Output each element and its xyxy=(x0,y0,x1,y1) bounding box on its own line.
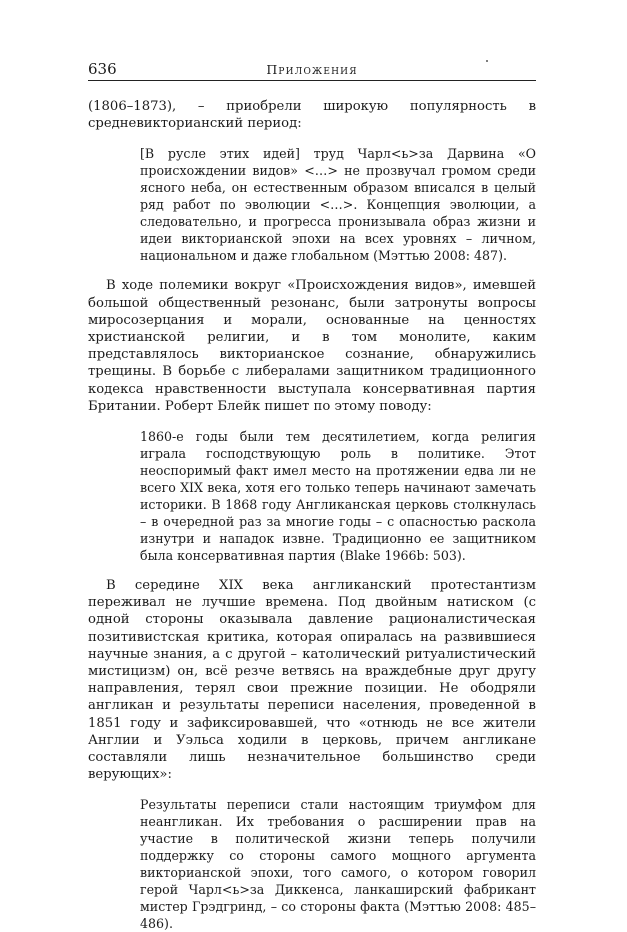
body-text xyxy=(88,98,536,932)
print-speck xyxy=(486,60,488,62)
paragraph-polemic: В ходе полемики вокруг «Происхождения видов», имевшей большой общественный резонанс, были затронуты вопросы миросозерцания и морали, основанные на ценностях христианской религии, и в том монолите, каким представлялось викторианское сознание, обнаружились трещины. В борьбе с либералами защитником традиционного кодекса нравственности выступала консервативная партия Британии. Роберт Блейк пишет по этому поводу: xyxy=(88,278,536,414)
block-quote-blake: 1860-е годы были тем десятилетием, когда религия играла господствующую роль в политике. Этот неоспоримый факт имел место на протяжении едва ли не всего XIX века, хотя его только теперь начинают замечать историки. В 1868 году Англиканская церковь столкнулась – в очередной раз за многие годы – с опасностью раскола изнутри и нападок извне. Традиционно ее защитником была консервативная партия (Blake 1966b: 503). xyxy=(140,429,536,564)
running-header xyxy=(88,58,536,81)
section-title: Приложения xyxy=(266,62,358,77)
block-quote-census: Результаты переписи стали настоящим триумфом для неангликан. Их требования о расширении прав на участие в политической жизни теперь получили поддержку со стороны самого мощного аргумента викторианской эпохи, того самого, о котором говорил герой Чарл<ь>за Диккенса, ланкаширский фабрикант мистер Грэдгринд, – со стороны факта (Мэттью 2008: 485–486). xyxy=(140,797,536,932)
page-number: 636 xyxy=(88,60,117,78)
block-quote-darwin: [В русле этих идей] труд Чарл<ь>за Дарвина «О происхождении видов» <…> не прозвучал громом среди ясного неба, он естественным образом вписался в целый ряд работ по эволюции <…>. Концепция эволюции, а следовательно, и прогресса пронизывала образ жизни и идеи викторианской эпохи на всех уровнях – личном, национальном и даже глобальном (Мэттью 2008: 487). xyxy=(140,146,536,264)
paragraph-continuation: (1806–1873), – приобрели широкую популярность в средневикторианский период: xyxy=(88,99,536,132)
paragraph-protestantism: В середине XIX века англиканский протестантизм переживал не лучшие времена. Под двойным натиском (с одной стороны оказывала давление рационалистическая позитивистская критика, которая опиралась на развившиеся научные знания, а с другой – католический ритуалистический мистицизм) он, всё резче ветвясь на враждебные друг другу направления, терял свои прежние позиции. Не ободряли англикан и результаты переписи населения, проведенной в 1851 году и зафиксировавшей, что «отнюдь не все жители Англии и Уэльса ходили в церковь, причем англикане составляли лишь незначительное большинство среди верующих»: xyxy=(88,578,536,783)
